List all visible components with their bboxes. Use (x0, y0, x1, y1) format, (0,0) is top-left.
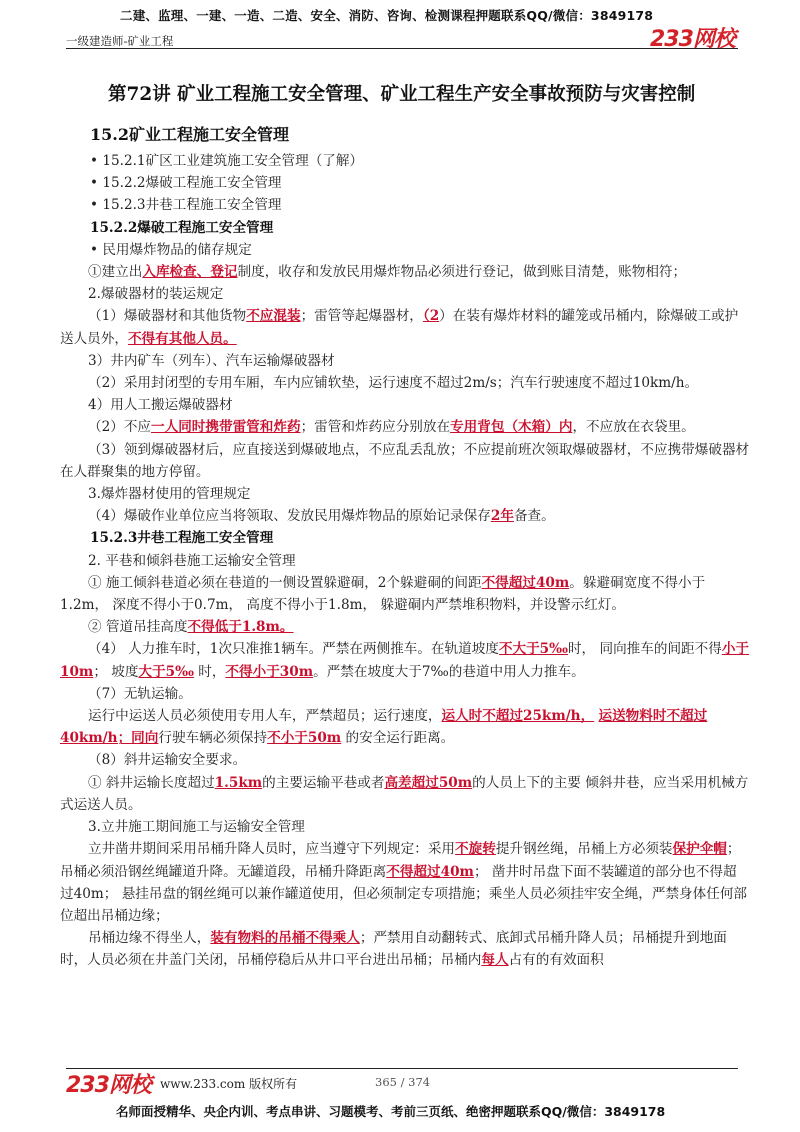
text-run: 4）用人工搬运爆破器材 (88, 397, 233, 414)
paragraph (60, 283, 750, 305)
highlighted-keyword: 专用背包（木箱）内 (450, 419, 573, 436)
paragraph (60, 749, 750, 771)
header-divider (66, 48, 738, 49)
text-run: 行驶车辆必须保持 (158, 730, 268, 747)
paragraph (60, 305, 750, 349)
text-run: （3）领到爆破器材后，应直接送到爆破地点，不应乱丢乱放；不应提前班次领取爆破器材，不应携带爆破器材在人群聚集的地方停留。 (60, 441, 750, 480)
text-run: ；吊桶必须沿钢丝绳罐道升降。无罐道段，吊桶升降距离 (60, 841, 741, 880)
text-run: （2）不应 (88, 419, 152, 436)
highlighted-keyword: 不得有其他人员。 (127, 330, 237, 347)
highlighted-keyword: 装有物料的吊桶不得乘人 (210, 930, 360, 947)
highlighted-keyword: 不小于50m (267, 730, 342, 747)
bullet-item (60, 172, 750, 194)
paragraph (60, 772, 750, 816)
paragraph (60, 261, 750, 283)
text-run: 15.2.3井巷工程施工安全管理 (90, 530, 274, 547)
text-run: 3.立井施工期间施工与运输安全管理 (88, 819, 305, 836)
highlighted-keyword: 保护伞帽 (672, 841, 727, 858)
header-subtitle: 一级建造师-矿业工程 (66, 34, 174, 48)
bullet-item (60, 150, 750, 172)
text-run: ② 管道吊挂高度 (88, 619, 188, 636)
text-run: ，不应放在衣袋里。 (572, 419, 695, 436)
paragraph (60, 927, 750, 971)
text-run: ①建立出 (88, 264, 143, 281)
paragraph (60, 683, 750, 705)
text-run: （7）无轨运输。 (88, 685, 192, 702)
highlighted-keyword: 一人同时携带雷管和炸药 (151, 419, 301, 436)
footer-logo: 233网校 (66, 1073, 151, 1098)
highlighted-keyword: 小于10m (60, 641, 750, 680)
paragraph (60, 616, 750, 638)
text-run: 15.2.1矿区工业建筑施工安全管理（了解） (102, 153, 364, 169)
paragraph (60, 483, 750, 505)
highlighted-keyword: 高差超过50m (384, 774, 473, 791)
text-run: 2. 平巷和倾斜巷施工运输安全管理 (88, 552, 296, 569)
page-number: 365 / 374 (375, 1075, 431, 1089)
highlighted-keyword: 1.5km (214, 774, 263, 791)
text-run: （4） 人力推车时，1次只准推1辆车。严禁在两侧推车。在轨道坡度 (88, 641, 499, 658)
paragraph (60, 638, 750, 682)
text-run: 的人员上下的主要 倾斜井巷，应当采用机械方式运送人员。 (60, 774, 749, 813)
highlighted-keyword: 大于5‰ (138, 663, 194, 680)
highlighted-keyword: 2年 (490, 508, 514, 525)
text-run: 时， (193, 663, 226, 680)
paragraph (60, 416, 750, 438)
text-run: 15.2.3井巷工程施工安全管理 (102, 197, 282, 214)
bullet-item (60, 194, 750, 216)
text-run: 的安全运行距离。 (341, 730, 455, 747)
footer-divider (66, 1068, 738, 1069)
text-run: ① 斜井运输长度超过 (88, 774, 215, 791)
page-title: 第72讲 矿业工程施工安全管理、矿业工程生产安全事故预防与灾害控制 (108, 84, 696, 105)
text-run: ① 施工倾斜巷道必须在巷道的一侧设置躲避硐，2个躲避硐的间距 (88, 574, 482, 591)
text-run: （4）爆破作业单位应当将领取、发放民用爆炸物品的原始记录保存 (88, 508, 491, 525)
text-run: 时， 同向推车的间距不得 (567, 641, 722, 658)
text-run: 立井凿井期间采用吊桶升降人员时，应当遵守下列规定：采用 (88, 841, 456, 858)
paragraph (60, 394, 750, 416)
text-run: 15.2.2爆破工程施工安全管理 (102, 175, 282, 192)
text-run: 吊桶边缘不得坐人， (88, 930, 211, 947)
highlighted-keyword: 运人时不超过25km/h， (441, 708, 595, 725)
highlighted-keyword: 运送物料时不超过40km/h；同向 (60, 708, 708, 747)
footer-promo-text: 名师面授精华、央企内训、考点串讲、习题模考、考前三页纸、绝密押题联系QQ/微信：3849178 (116, 1104, 666, 1119)
text-run: 2.爆破器材的装运规定 (88, 286, 224, 303)
text-run: （1）爆破器材和其他货物 (88, 308, 247, 325)
text-run: 15.2.2爆破工程施工安全管理 (90, 219, 274, 236)
highlighted-keyword: 不大于5‰ (498, 641, 568, 658)
header-logo: 233网校 (650, 27, 735, 52)
text-run: （2）采用封闭型的专用车厢，车内应铺软垫，运行速度不超过2m/s；汽车行驶速度不超过10km/h。 (88, 375, 699, 392)
paragraph (60, 705, 750, 749)
paragraph (60, 550, 750, 572)
highlighted-keyword: 不得小于30m (225, 663, 314, 680)
paragraph (60, 350, 750, 372)
text-run: 运行中运送人员必须使用专用人车，严禁超员；运行速度， (88, 708, 442, 725)
text-run: ）在装有爆炸材料的罐笼或吊桶内，除爆破工或护送人员外， (60, 308, 739, 347)
section-heading: 15.2矿业工程施工安全管理 (90, 125, 289, 144)
paragraph (60, 372, 750, 394)
text-run: 民用爆炸物品的储存规定 (102, 241, 252, 258)
text-run: ；严禁用自动翻转式、底卸式吊桶升降人员；吊桶提升到地面时，人员必须在井盖门关闭，吊桶停稳后从井口平台进出吊桶；吊桶内 (60, 930, 727, 969)
paragraph (60, 572, 750, 616)
footer-copyright: www.233.com 版权所有 (160, 1077, 298, 1091)
document-body (60, 150, 750, 972)
text-run: 制度，收存和发放民用爆炸物品必须进行登记，做到账目清楚，账物相符； (237, 264, 687, 281)
text-run: 占有的有效面积 (508, 952, 604, 969)
bullet-item (60, 239, 750, 261)
text-run: 。严禁在坡度大于7‰的巷道中用人力推车。 (313, 663, 585, 680)
highlighted-keyword: 不旋转 (455, 841, 496, 858)
paragraph (60, 816, 750, 838)
highlighted-keyword: 入库检查、登记 (142, 264, 238, 281)
highlighted-keyword: 不得超过40m (481, 574, 570, 591)
text-run: 备查。 (513, 508, 555, 525)
text-run: 提升钢丝绳，吊桶上方必须装 (495, 841, 673, 858)
paragraph (60, 505, 750, 527)
subsection-heading (60, 527, 750, 549)
text-run: （8）斜井运输安全要求。 (88, 752, 247, 769)
subsection-heading (60, 217, 750, 239)
text-run: 。躲避硐宽度不得小于1.2m， 深度不得小于0.7m， 高度不得小于1.8m， 躲避硐内严禁堆积物料，并设警示红灯。 (60, 574, 706, 614)
text-run: ； 凿井时吊盘下面不装罐道的部分也不得超过40m； 悬挂吊盘的钢丝绳可以兼作罐道使用，但必须制定专项措施；乘坐人员必须挂牢安全绳，严禁身体任何部位超出吊桶边缘； (60, 863, 748, 924)
text-run: ；雷管和炸药应分别放在 (300, 419, 451, 436)
text-run: 3）井内矿车（列车）、汽车运输爆破器材 (88, 352, 335, 369)
paragraph (60, 838, 750, 927)
text-run: ； 坡度 (93, 663, 139, 680)
highlighted-keyword: 不应混装 (246, 308, 301, 325)
text-run: 的主要运输平巷或者 (262, 774, 385, 791)
highlighted-keyword: （2 (422, 308, 440, 325)
header-promo-text: 二建、监理、一建、一造、二造、安全、消防、咨询、检测课程押题联系QQ/微信：3849178 (120, 8, 654, 23)
paragraph (60, 439, 750, 483)
highlighted-keyword: 不得超过40m (386, 863, 474, 880)
highlighted-keyword: 每人 (481, 952, 509, 969)
text-run: ；雷管等起爆器材， (300, 308, 423, 325)
text-run: 3.爆炸器材使用的管理规定 (88, 486, 251, 503)
highlighted-keyword: 不得低于1.8m。 (187, 619, 294, 636)
